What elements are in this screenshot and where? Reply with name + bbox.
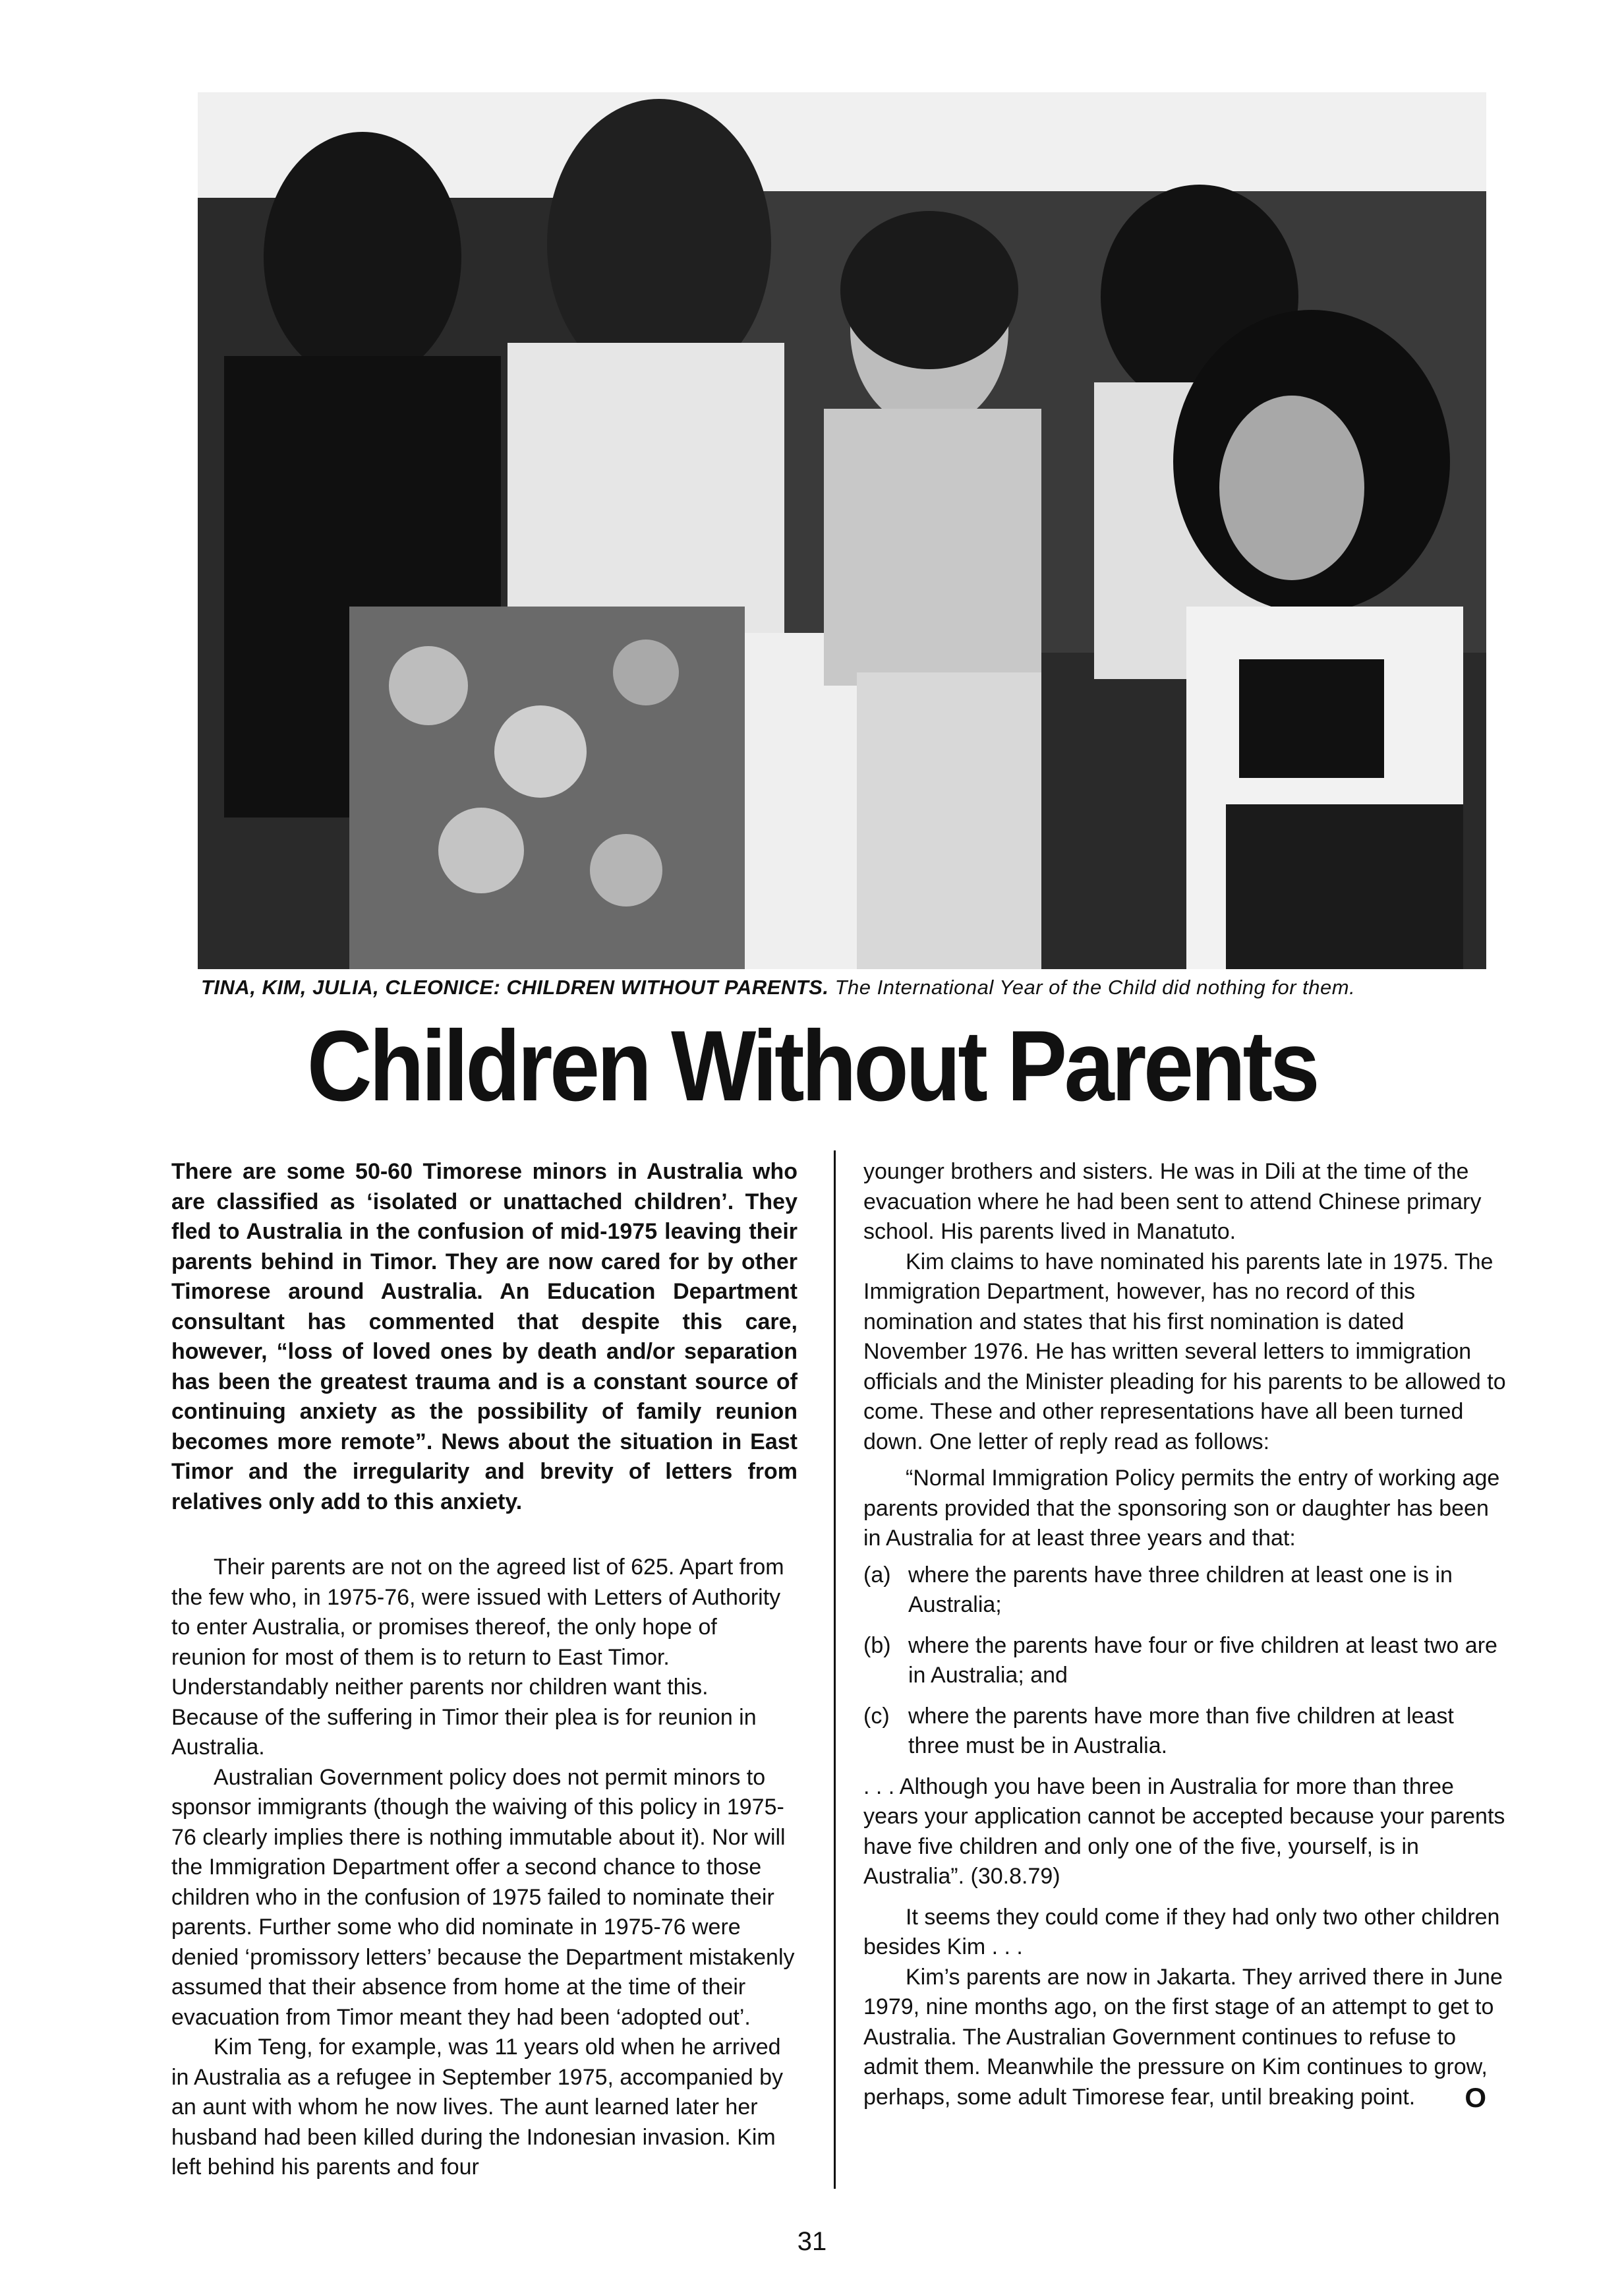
paragraph: Australian Government policy does not permit minors to sponsor immigrants (though the waiving of this policy in 1975-76 clearly implies there is nothing immutable about it). Nor will the Immigration Department offer a second chance to those children who in the confusion of 1975 failed to nominate their parents. Further some who did nominate in 1975-76 were denied ‘promissory letters’ because the Department mistakenly assumed that their absence from home at the time of their evacuation from Timor meant they had been ‘adopted out’.	[171, 1764, 795, 2030]
list-marker: (c)	[863, 1703, 890, 1729]
end-mark: O	[1464, 2081, 1486, 2113]
headline: Children Without Parents	[306, 1010, 1318, 1122]
paragraph: Kim claims to have nominated his parents late in 1975. The Immigration Department, however, has no record of this nomination and states that his first nomination is dated November 1976. He has written several letters to immigration officials and the Minister pleading for his parents to be allowed to come. These and other representations have all been turned down. One letter of reply read as follows:	[863, 1249, 1506, 1454]
page-number: 31	[797, 2227, 827, 2256]
list-marker: (b)	[863, 1632, 891, 1658]
paragraph: It seems they could come if they had only two other children besides Kim . . .	[863, 1904, 1500, 1959]
list-text: where the parents have three children at least one is in Australia;	[908, 1562, 1453, 1617]
paragraph	[863, 1963, 1506, 2113]
left-column	[171, 1157, 798, 2183]
list-text: where the parents have more than five children at least three must be in Australia.	[908, 1703, 1454, 1758]
group-photo	[198, 92, 1486, 969]
paragraph: Kim Teng, for example, was 11 years old when he arrived in Australia as a refugee in September 1975, accompanied by an aunt with whom he now lives. The aunt learned later her husband had been killed during the Indonesian invasion. Kim left behind his parents and four	[171, 2035, 784, 2180]
lead-paragraph: There are some 50-60 Timorese minors in Australia who are classified as ‘isolated or unattached children’. They fled to Australia in the confusion of mid-1975 leaving their parents behind in Timor. They are now cared for by other Timorese around Australia. An Education Department consultant has commented that despite this care, however, “loss of loved ones by death and/or separation has been the greatest trauma and is a constant source of continuing anxiety as the possibility of family reunion becomes more remote”. News about the situation in East Timor and the irregularity and brevity of letters from relatives only add to this anxiety.	[171, 1159, 798, 1514]
right-column	[863, 1157, 1506, 2112]
list-item	[863, 1631, 1506, 1691]
policy-list	[863, 1561, 1506, 1762]
paragraph: Their parents are not on the agreed list of 625. Apart from the few who, in 1975-76, were issued with Letters of Authority to enter Australia, or promises thereof, the only hope of reunion for most of them is to return to East Timor. Understandably neither parents nor children want this. Because of the suffering in Timor their plea is for reunion in Australia.	[171, 1555, 784, 1760]
quote-end-paragraph: . . . Although you have been in Australia for more than three years your application cannot be accepted because your parents have five children and only one of the five, yourself, is in Australia”. (30.8.79)	[863, 1773, 1505, 1889]
final-paragraph-text: Kim’s parents are now in Jakarta. They arrived there in June 1979, nine months ago, on the first stage of an attempt to get to Australia. The Australian Government continues to refuse to admit them. Meanwhile the pressure on Kim continues to grow, perhaps, some adult Timorese fear, until breaking point.	[863, 1964, 1503, 2110]
photo-illustration	[198, 92, 1486, 969]
photo-caption	[201, 976, 1493, 999]
paragraph: younger brothers and sisters. He was in Dili at the time of the evacuation where he had been sent to attend Chinese primary school. His parents lived in Manatuto.	[863, 1159, 1482, 1244]
list-text: where the parents have four or five children at least two are in Australia; and	[908, 1632, 1497, 1688]
list-marker: (a)	[863, 1562, 891, 1588]
list-item	[863, 1561, 1506, 1620]
caption-text: The International Year of the Child did nothing for them.	[828, 976, 1356, 999]
column-divider	[834, 1150, 836, 2189]
quote-paragraph: “Normal Immigration Policy permits the entry of working age parents provided that the sponsoring son or daughter has been in Australia for at least three years and that:	[863, 1466, 1500, 1551]
list-item	[863, 1702, 1506, 1762]
caption-names: TINA, KIM, JULIA, CLEONICE: CHILDREN WITHOUT PARENTS.	[201, 976, 829, 999]
